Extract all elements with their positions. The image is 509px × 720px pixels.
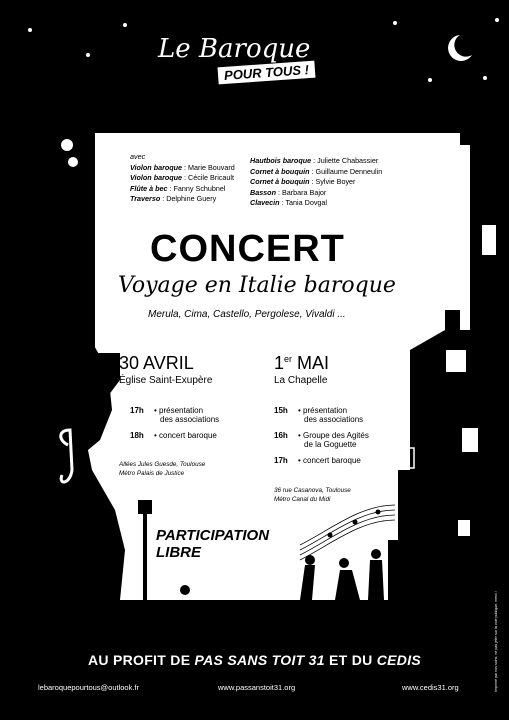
violinist-head [339,558,349,568]
lamp-post [143,510,147,602]
title-pour-tous: POUR TOUS ! [218,61,316,85]
event1-venue: Église Saint-Exupère [119,375,213,386]
lamp-head [138,500,152,514]
event1-schedule [130,406,219,447]
house-window [462,428,478,452]
musician-row: Violon baroque : Marie Bouvard [130,162,235,172]
flutist-head [371,549,381,559]
event2-date: 1er MAI [274,353,330,373]
cello-peg [61,139,73,151]
event2-schedule [274,406,369,472]
side-note: Imprimé par nos soins, ne pas jeter sur la voie publique, merci ! [494,591,498,692]
footer-site-pas-sans-toit[interactable]: www.passanstoit31.org [218,683,296,692]
banner-message: AU PROFIT DE PAS SANS TOIT 31 ET DU CEDIS [87,652,422,668]
event1-date: 30 AVRIL [119,353,194,373]
musician-row: Cornet à bouquin : Sylvie Boyer [250,177,356,187]
schedule-item: 17h • concert baroque [274,456,361,465]
footer-email[interactable]: lebaroquepourtous@outlook.fr [38,683,140,692]
with-label: avec [130,152,146,161]
musician-row: Traverso : Delphine Guery [130,194,217,204]
program-title: Voyage en Italie baroque [118,273,396,298]
schedule-item: 16h • Groupe des Agités de la Goguette [274,431,369,449]
musicians-right [250,156,382,209]
musician-row: Hautbois baroque : Juliette Chabassier [250,156,379,165]
house-window [446,350,466,372]
tagline: des concerts conviviaux et solidaires ! [140,124,364,136]
title-le-baroque: Le Baroque [158,34,311,64]
musician-row: Clavecin : Tania Dovgal [250,198,328,208]
concert-heading: CONCERT [150,228,345,270]
event2-venue: La Chapelle [274,375,328,386]
schedule-item: 17h • présentation des associations [130,406,220,424]
ground [0,600,509,640]
cello-peg [68,157,78,167]
sitting-figure [180,585,190,595]
flutist-figure-2 [368,560,384,600]
musician-row: Cornet à bouquin : Guillaume Denneulin [250,166,383,176]
musician-row: Basson : Barbara Bajor [250,187,327,197]
musicians-left [130,152,235,205]
participation-libre: PARTICIPATION LIBRE [156,527,270,561]
schedule-item: 18h • concert baroque [130,431,217,440]
event1-address: Allées Jules Guesde, Toulouse Métro Palais de Justice [119,461,206,477]
schedule-item: 15h • présentation des associations [274,406,364,424]
musician-row: Flûte à bec : Fanny Schubnel [130,183,226,193]
house-window [482,225,496,255]
composers: Merula, Cima, Castello, Pergolese, Vivaldi ... [148,309,346,320]
footer-site-cedis[interactable]: www.cedis31.org [402,683,459,692]
event2-address: 36 rue Casanova, Toulouse Métro Canal du Midi [274,487,351,503]
musician-row: Violon baroque : Cécile Bricault [130,173,234,183]
house-window [458,520,470,536]
